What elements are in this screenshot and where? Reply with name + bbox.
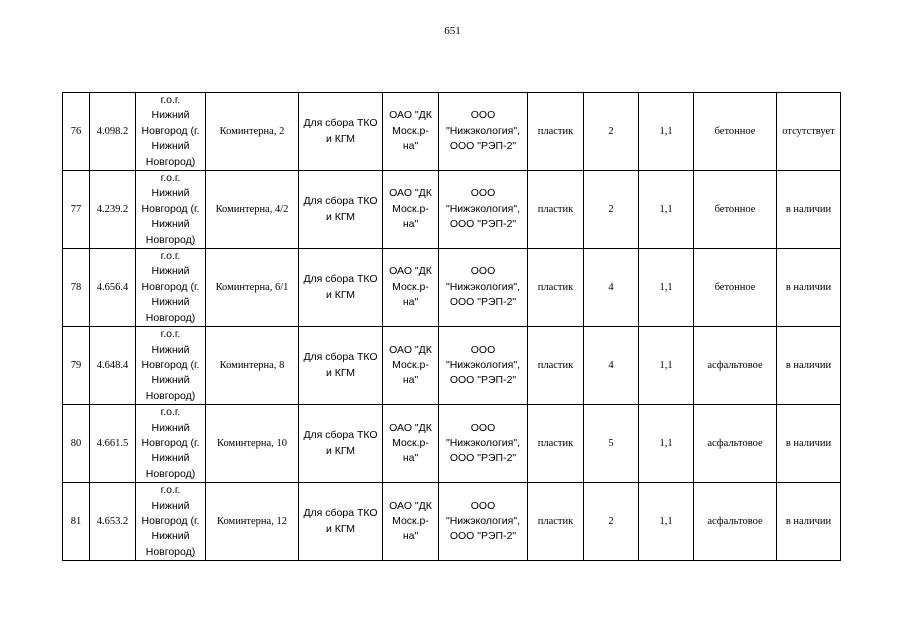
fence-status-cell: в наличии (777, 483, 841, 561)
container-material-cell: пластик (528, 249, 584, 327)
container-volume-cell: 1,1 (639, 327, 694, 405)
surface-type-cell: асфальтовое (694, 405, 777, 483)
operator-cell: ООО "Нижэкология", ООО "РЭП-2" (439, 405, 528, 483)
fence-status-cell: в наличии (777, 171, 841, 249)
city-district-cell: г.о.г. Нижний Новгород (г. Нижний Новгород) (136, 171, 206, 249)
container-material-cell: пластик (528, 405, 584, 483)
container-count-cell: 2 (584, 483, 639, 561)
site-code-cell: 4.656.4 (90, 249, 136, 327)
waste-site-table (62, 92, 841, 561)
surface-type-cell: бетонное (694, 249, 777, 327)
surface-type-cell: асфальтовое (694, 327, 777, 405)
site-code-cell: 4.661.5 (90, 405, 136, 483)
purpose-cell: Для сбора ТКО и КГМ (299, 171, 383, 249)
city-district-cell: г.о.г. Нижний Новгород (г. Нижний Новгород) (136, 249, 206, 327)
owner-cell: ОАО "ДК Моск.р- на" (383, 405, 439, 483)
purpose-cell: Для сбора ТКО и КГМ (299, 483, 383, 561)
site-code-cell: 4.648.4 (90, 327, 136, 405)
row-number-cell: 76 (63, 93, 90, 171)
surface-type-cell: бетонное (694, 171, 777, 249)
row-number-cell: 80 (63, 405, 90, 483)
container-material-cell: пластик (528, 483, 584, 561)
table-body (63, 93, 841, 561)
container-material-cell: пластик (528, 93, 584, 171)
table-row (63, 483, 841, 561)
operator-cell: ООО "Нижэкология", ООО "РЭП-2" (439, 327, 528, 405)
container-volume-cell: 1,1 (639, 171, 694, 249)
fence-status-cell: в наличии (777, 249, 841, 327)
city-district-cell: г.о.г. Нижний Новгород (г. Нижний Новгород) (136, 405, 206, 483)
container-volume-cell: 1,1 (639, 405, 694, 483)
container-count-cell: 2 (584, 171, 639, 249)
address-cell: Коминтерна, 8 (206, 327, 299, 405)
table-row (63, 93, 841, 171)
site-code-cell: 4.098.2 (90, 93, 136, 171)
surface-type-cell: бетонное (694, 93, 777, 171)
purpose-cell: Для сбора ТКО и КГМ (299, 93, 383, 171)
address-cell: Коминтерна, 12 (206, 483, 299, 561)
address-cell: Коминтерна, 2 (206, 93, 299, 171)
table-row (63, 327, 841, 405)
operator-cell: ООО "Нижэкология", ООО "РЭП-2" (439, 249, 528, 327)
container-count-cell: 5 (584, 405, 639, 483)
page-number: 651 (444, 25, 461, 37)
city-district-cell: г.о.г. Нижний Новгород (г. Нижний Новгород) (136, 483, 206, 561)
surface-type-cell: асфальтовое (694, 483, 777, 561)
table-row (63, 249, 841, 327)
container-material-cell: пластик (528, 327, 584, 405)
container-volume-cell: 1,1 (639, 483, 694, 561)
address-cell: Коминтерна, 10 (206, 405, 299, 483)
operator-cell: ООО "Нижэкология", ООО "РЭП-2" (439, 171, 528, 249)
purpose-cell: Для сбора ТКО и КГМ (299, 249, 383, 327)
site-code-cell: 4.239.2 (90, 171, 136, 249)
container-material-cell: пластик (528, 171, 584, 249)
purpose-cell: Для сбора ТКО и КГМ (299, 405, 383, 483)
fence-status-cell: в наличии (777, 405, 841, 483)
container-count-cell: 4 (584, 327, 639, 405)
table-row (63, 405, 841, 483)
owner-cell: ОАО "ДК Моск.р- на" (383, 171, 439, 249)
address-cell: Коминтерна, 4/2 (206, 171, 299, 249)
owner-cell: ОАО "ДК Моск.р- на" (383, 483, 439, 561)
row-number-cell: 77 (63, 171, 90, 249)
fence-status-cell: отсутствует (777, 93, 841, 171)
site-code-cell: 4.653.2 (90, 483, 136, 561)
owner-cell: ОАО "ДК Моск.р- на" (383, 327, 439, 405)
operator-cell: ООО "Нижэкология", ООО "РЭП-2" (439, 483, 528, 561)
operator-cell: ООО "Нижэкология", ООО "РЭП-2" (439, 93, 528, 171)
container-volume-cell: 1,1 (639, 249, 694, 327)
container-count-cell: 4 (584, 249, 639, 327)
row-number-cell: 78 (63, 249, 90, 327)
fence-status-cell: в наличии (777, 327, 841, 405)
owner-cell: ОАО "ДК Моск.р- на" (383, 249, 439, 327)
address-cell: Коминтерна, 6/1 (206, 249, 299, 327)
row-number-cell: 81 (63, 483, 90, 561)
city-district-cell: г.о.г. Нижний Новгород (г. Нижний Новгород) (136, 93, 206, 171)
container-volume-cell: 1,1 (639, 93, 694, 171)
row-number-cell: 79 (63, 327, 90, 405)
city-district-cell: г.о.г. Нижний Новгород (г. Нижний Новгород) (136, 327, 206, 405)
owner-cell: ОАО "ДК Моск.р- на" (383, 93, 439, 171)
container-count-cell: 2 (584, 93, 639, 171)
purpose-cell: Для сбора ТКО и КГМ (299, 327, 383, 405)
table-row (63, 171, 841, 249)
